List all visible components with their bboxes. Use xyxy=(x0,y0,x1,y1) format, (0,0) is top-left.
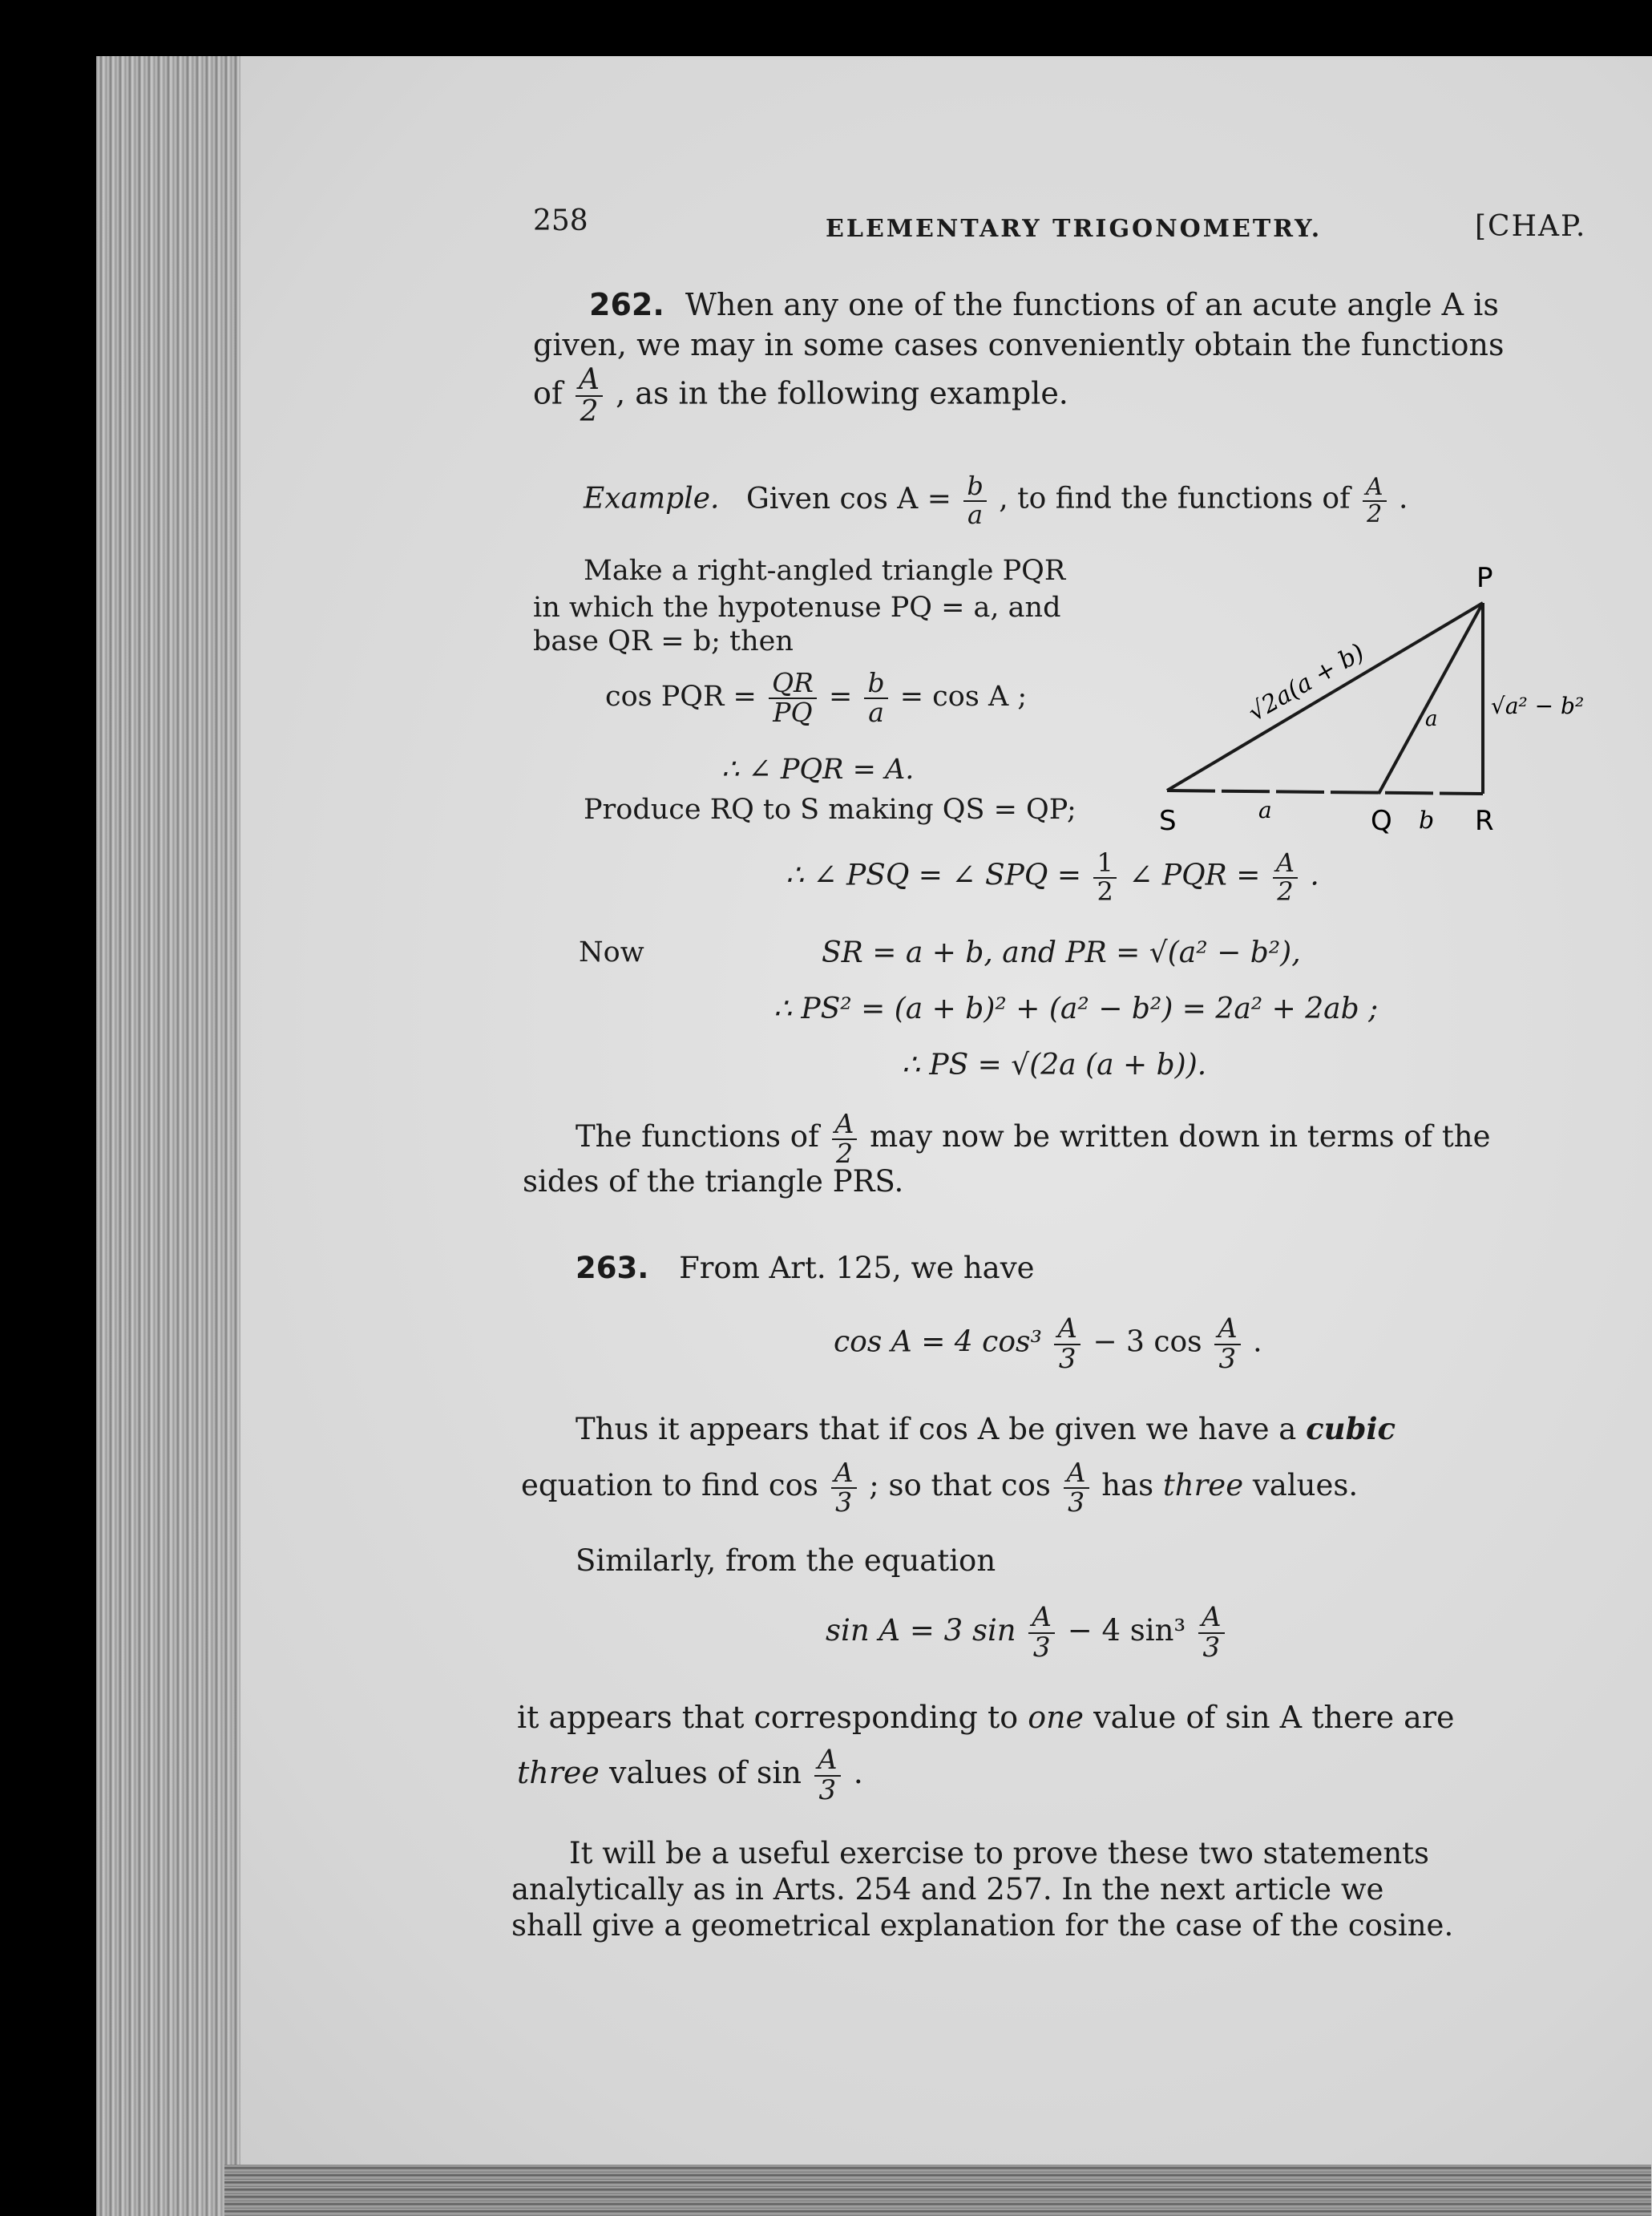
functions-line1: The functions of $\frac{A}{2}$ may now be written down in terms of the xyxy=(576,1108,1491,1169)
example-label: Example. xyxy=(584,482,720,516)
A-over-3-fraction-6: $\frac{A}{3}$ xyxy=(1198,1603,1225,1662)
chapter-label: [CHAP. xyxy=(1475,210,1587,243)
thus-line2: equation to find cos $\frac{A}{3}$ ; so that cos $\frac{A}{3}$ has three values. xyxy=(521,1457,1359,1518)
art262-text1: When any one of the functions of an acute angle A is xyxy=(685,287,1499,322)
hypotenuse-label: √2a(a + b) xyxy=(1243,638,1370,727)
art262-line2: given, we may in some cases conveniently obtain the functions xyxy=(533,327,1505,362)
art263-number: 263. xyxy=(576,1251,649,1285)
A-over-2-fraction: $\frac{A}{2}$ xyxy=(1363,475,1387,527)
A-over-3-fraction-1: $\frac{A}{3}$ xyxy=(1054,1315,1080,1373)
art263-intro-line xyxy=(576,1251,1035,1285)
art262-number: 262. xyxy=(589,287,664,322)
vertex-P: P xyxy=(1476,562,1493,594)
example-to-find: , to find the functions of xyxy=(999,482,1351,516)
therefore-pqr-equals-a: ∴ ∠ PQR = A. xyxy=(721,754,915,786)
appears-line2: three values of sin $\frac{A}{3}$ . xyxy=(517,1744,863,1806)
base-b-label: b xyxy=(1419,807,1435,835)
art262-line1 xyxy=(533,287,1579,322)
vertex-S: S xyxy=(1159,805,1177,837)
vertex-Q: Q xyxy=(1371,805,1392,837)
ps-squared-line: ∴ PS² = (a + b)² + (a² − b²) = 2a² + 2ab ; xyxy=(773,993,1379,1025)
functions-line2: sides of the triangle PRS. xyxy=(523,1164,904,1199)
appears-line1: it appears that corresponding to one value of sin A there are xyxy=(517,1700,1455,1735)
page-edge-shadow xyxy=(96,56,240,2216)
vertex-R: R xyxy=(1475,805,1494,837)
art262-fraction: $\frac{A}{2}$ xyxy=(576,365,603,427)
A-over-3-fraction-2: $\frac{A}{3}$ xyxy=(1214,1315,1241,1373)
page-bottom-edge xyxy=(224,2165,1651,2216)
angles-equation: ∴ ∠ PSQ = ∠ SPQ = $\frac{1}{2}$ ∠ PQR = $\frac{A}{2}$ . xyxy=(786,847,1319,907)
b-over-a-fraction: $\frac{b}{a}$ xyxy=(963,473,986,528)
vertical-side-label: √a² − b² xyxy=(1491,693,1585,719)
useful-line2: analytically as in Arts. 254 and 257. In the next article we xyxy=(511,1872,1384,1907)
make-line2: in which the hypotenuse PQ = a, and xyxy=(533,592,1061,624)
useful-line3: shall give a geometrical explanation for the case of the cosine. xyxy=(511,1908,1454,1943)
line-sp xyxy=(1167,603,1483,791)
sr-pr-line: SR = a + b, and PR = √(a² − b²), xyxy=(822,936,1301,969)
example-given: Given cos A = xyxy=(745,482,951,516)
running-title: ELEMENTARY TRIGONOMETRY. xyxy=(826,215,1323,243)
example-given-line: Example. Given cos A = $\frac{b}{a}$ , to find the functions of $\frac{A}{2}$ . xyxy=(584,471,1408,530)
make-line3: base QR = b; then xyxy=(533,625,794,657)
similarly-line: Similarly, from the equation xyxy=(576,1543,996,1578)
cubic-word: cubic xyxy=(1306,1411,1396,1446)
b-over-a-fraction-2: $\frac{b}{a}$ xyxy=(864,669,887,726)
A-over-2-fraction-2: $\frac{A}{2}$ xyxy=(1273,850,1298,905)
triangle-diagram xyxy=(1138,553,1587,842)
useful-line1: It will be a useful exercise to prove these two statements xyxy=(569,1836,1429,1870)
art262-line3 xyxy=(533,365,1068,427)
thus-line1: Thus it appears that if cos A be given we have a cubic xyxy=(576,1411,1396,1446)
side-a-label: a xyxy=(1425,707,1438,731)
ps-line: ∴ PS = √(2a (a + b)). xyxy=(902,1049,1207,1082)
A-over-3-fraction-3: $\frac{A}{3}$ xyxy=(831,1459,857,1516)
now-label: Now xyxy=(579,936,644,968)
make-line1: Make a right-angled triangle PQR xyxy=(584,555,1066,587)
A-over-2-fraction-3: $\frac{A}{2}$ xyxy=(832,1110,858,1167)
produce-line: Produce RQ to S making QS = QP; xyxy=(584,794,1076,826)
cos-pqr-equation: cos PQR = $\frac{QR}{PQ}$ = $\frac{b}{a}$ = cos A ; xyxy=(605,667,1028,728)
line-pq xyxy=(1379,603,1483,794)
sin-triple-angle-equation: sin A = 3 sin $\frac{A}{3}$ − 4 sin³ $\frac{A}{3}$ xyxy=(826,1603,1228,1662)
page-number: 258 xyxy=(533,204,588,237)
A-over-3-fraction-7: $\frac{A}{3}$ xyxy=(814,1746,841,1805)
A-over-3-fraction-4: $\frac{A}{3}$ xyxy=(1064,1459,1089,1516)
half-fraction: $\frac{1}{2}$ xyxy=(1093,850,1116,905)
base-a-label: a xyxy=(1258,797,1272,823)
art262-of: of xyxy=(533,375,563,411)
cos-triple-angle-equation: cos A = 4 cos³ $\frac{A}{3}$ − 3 cos $\frac{A}{3}$ . xyxy=(834,1312,1262,1375)
art263-intro: From Art. 125, we have xyxy=(679,1251,1035,1285)
A-over-3-fraction-5: $\frac{A}{3}$ xyxy=(1028,1603,1055,1662)
line-sr xyxy=(1167,791,1483,794)
art262-line3-post: , as in the following example. xyxy=(616,375,1068,411)
qr-over-pq-fraction: $\frac{QR}{PQ}$ xyxy=(769,669,817,726)
